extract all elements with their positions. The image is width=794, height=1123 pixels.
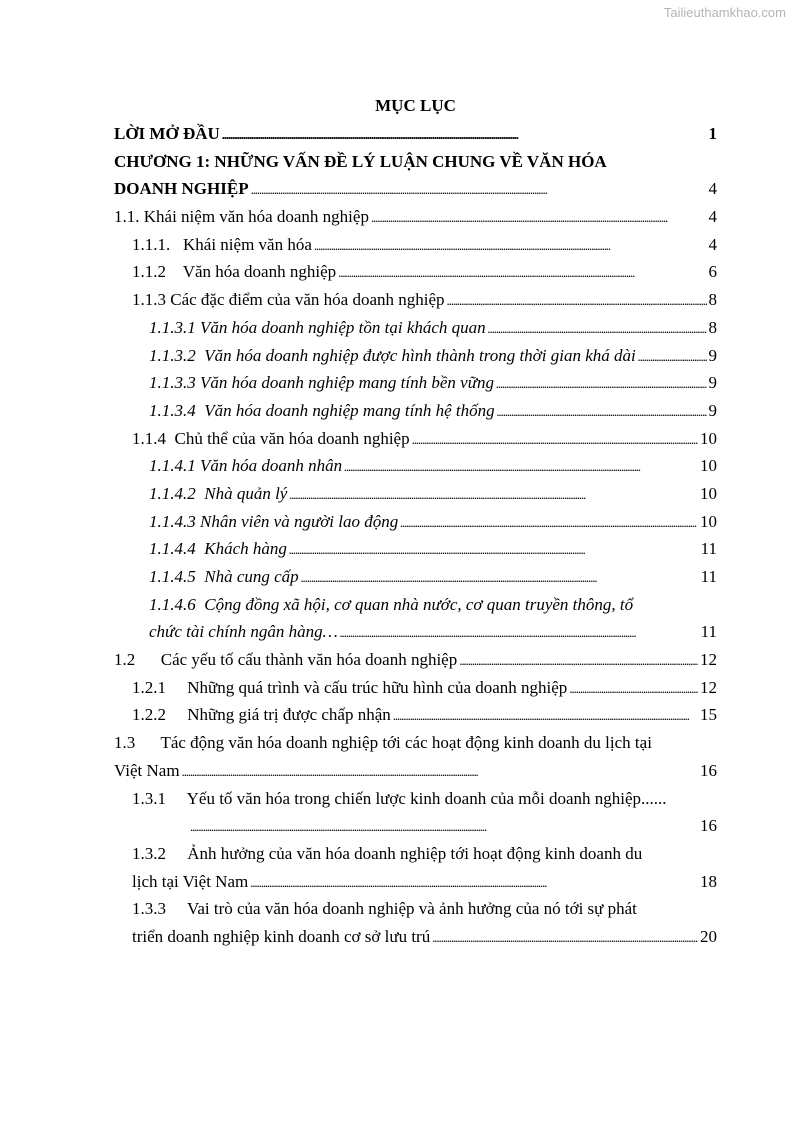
dot-leader [340,618,699,647]
toc-page-number: 4 [708,179,717,199]
toc-entry-continuation[interactable] [114,757,717,785]
dot-leader [496,369,707,398]
toc-entry[interactable] [114,314,717,342]
toc-page-number: 16 [700,760,717,780]
toc-entry-text: Việt Nam [114,760,180,780]
dot-leader [314,231,707,260]
toc-entry-text: 1.1.4.5 Nhà cung cấp [149,567,299,586]
toc-page-number: 11 [700,622,717,642]
dot-leader [569,674,698,703]
toc-entry-text: CHƯƠNG 1: NHỮNG VẤN ĐỀ LÝ LUẬN CHUNG VỀ VĂN HÓA [114,151,607,171]
toc-page-number: 20 [700,926,717,946]
toc-page-number: 8 [708,317,717,337]
toc-page-number: 10 [700,511,717,531]
toc-entry[interactable] [114,425,717,453]
toc-entry-text: 1.1. Khái niệm văn hóa doanh nghiệp [114,207,369,227]
toc-page-number: 9 [708,400,717,420]
toc-entry-continuation[interactable] [114,812,717,840]
toc-entry-continuation[interactable] [114,175,717,203]
toc-page-number: 4 [708,234,717,254]
toc-entry-text: lịch tại Việt Nam [132,871,249,891]
toc-page-number: 10 [700,456,717,476]
toc-page-number: 15 [700,705,717,725]
toc-entry-text: 1.1.1. Khái niệm văn hóa [132,234,312,254]
toc-entry[interactable] [114,729,717,757]
toc-entry-text: 1.1.3.4 Văn hóa doanh nghiệp mang tính hệ thống [149,400,495,420]
toc-entry-text: triển doanh nghiệp kinh doanh cơ sở lưu trú [132,926,431,946]
toc-entry-text: 1.3.1 Yếu tố văn hóa trong chiến lược kinh doanh của mỗi doanh nghiệp...... [132,788,667,808]
toc-entry[interactable] [114,785,717,813]
toc-entry[interactable] [114,286,717,314]
toc-entry[interactable] [114,120,717,148]
toc-entry-text: 1.1.2 Văn hóa doanh nghiệp [132,262,337,282]
toc-entry[interactable] [114,646,717,674]
dot-leader [190,812,698,841]
toc-page-number: 1 [708,124,717,143]
toc-entry-text: 1.2.2 Những giá trị được chấp nhận [132,705,391,725]
dot-leader [344,452,698,481]
toc-entry[interactable] [114,231,717,259]
toc-entry-text: 1.3.2 Ảnh hưởng của văn hóa doanh nghiệp tới hoạt động kinh doanh du [132,843,643,863]
toc-entry[interactable] [114,397,717,425]
toc-entry-text: 1.1.4 Chủ thể của văn hóa doanh nghiệp [132,428,410,448]
toc-entry-text: 1.1.4.3 Nhân viên và người lao động [149,511,399,531]
toc-entry[interactable] [114,508,717,536]
toc-page-number: 12 [700,677,717,697]
toc-entry-text: 1.1.3.3 Văn hóa doanh nghiệp mang tính bền vững [149,373,494,393]
toc-entry-text: 1.1.3.1 Văn hóa doanh nghiệp tồn tại khách quan [149,317,486,337]
table-of-contents [114,92,717,951]
toc-entry-continuation[interactable] [114,923,717,951]
dot-leader [497,397,707,426]
dot-leader [371,203,707,232]
toc-entry[interactable] [114,591,717,619]
dot-leader [289,480,698,509]
dot-leader [250,868,698,897]
toc-page-number: 11 [700,567,717,586]
toc-entry-text: 1.2 Các yếu tố cấu thành văn hóa doanh nghiệp [114,650,458,670]
dot-leader [459,646,698,675]
toc-entry-text: 1.3 Tác động văn hóa doanh nghiệp tới các hoạt động kinh doanh du lịch tại [114,733,652,753]
toc-entry[interactable] [114,535,717,563]
toc-entry-text: 1.1.3.2 Văn hóa doanh nghiệp được hình thành trong thời gian khá dài [149,345,636,365]
toc-entry[interactable] [114,840,717,868]
toc-page-number: 9 [708,345,717,365]
toc-page-number: 10 [700,483,717,503]
toc-entry[interactable] [114,480,717,508]
watermark: Tailieuthamkhao.com [663,5,786,20]
toc-entry[interactable] [114,258,717,286]
toc-entry-text: 1.2.1 Những quá trình và cấu trúc hữu hình của doanh nghiệp [132,677,568,697]
toc-page-number: 11 [700,539,717,559]
toc-page-number: 18 [700,871,717,891]
toc-entry-text: 1.1.3 Các đặc điểm của văn hóa doanh nghiệp [132,290,445,310]
toc-entry[interactable] [114,203,717,231]
toc-entry-text: 1.1.4.2 Nhà quản lý [149,483,288,503]
dot-leader [289,535,699,564]
toc-entry-continuation[interactable] [114,868,717,896]
toc-title: MỤC LỤC [375,96,456,115]
dot-leader [447,286,707,315]
dot-leader [412,425,698,454]
toc-entry[interactable] [114,895,717,923]
dot-leader [638,342,707,371]
toc-entry-text: 1.1.4.1 Văn hóa doanh nhân [149,456,343,476]
toc-entry[interactable] [114,674,717,702]
dot-leader [222,120,707,149]
dot-leader [488,314,707,343]
toc-page-number: 4 [708,207,717,227]
toc-entry[interactable] [114,342,717,370]
toc-entry[interactable] [114,452,717,480]
toc-page-number: 16 [700,816,717,836]
toc-entry[interactable] [114,701,717,729]
dot-leader [251,175,707,204]
toc-page-number: 10 [700,428,717,448]
dot-leader [301,563,699,592]
toc-entry-continuation[interactable] [114,618,717,646]
dot-leader [182,757,698,786]
toc-entry-text: LỜI MỞ ĐẦU [114,124,220,143]
toc-page-number: 8 [708,290,717,310]
toc-page-number: 12 [700,650,717,670]
toc-page-number: 9 [708,373,717,393]
toc-page-number: 6 [708,262,717,282]
toc-entry-text: 1.1.4.4 Khách hàng [149,539,287,559]
dot-leader [393,701,698,730]
toc-entry[interactable] [114,148,717,176]
toc-entry[interactable] [114,563,717,591]
dot-leader [338,258,706,287]
dot-leader [432,923,698,952]
toc-entry-text: 1.3.3 Vai trò của văn hóa doanh nghiệp và ảnh hưởng của nó tới sự phát [132,899,637,919]
toc-entry-text: chức tài chính ngân hàng… [149,622,338,642]
toc-entry-text: DOANH NGHIỆP [114,179,249,199]
dot-leader [400,508,698,537]
toc-entry-text: 1.1.4.6 Cộng đồng xã hội, cơ quan nhà nước, cơ quan truyền thông, tổ [149,594,634,614]
toc-entry[interactable] [114,369,717,397]
